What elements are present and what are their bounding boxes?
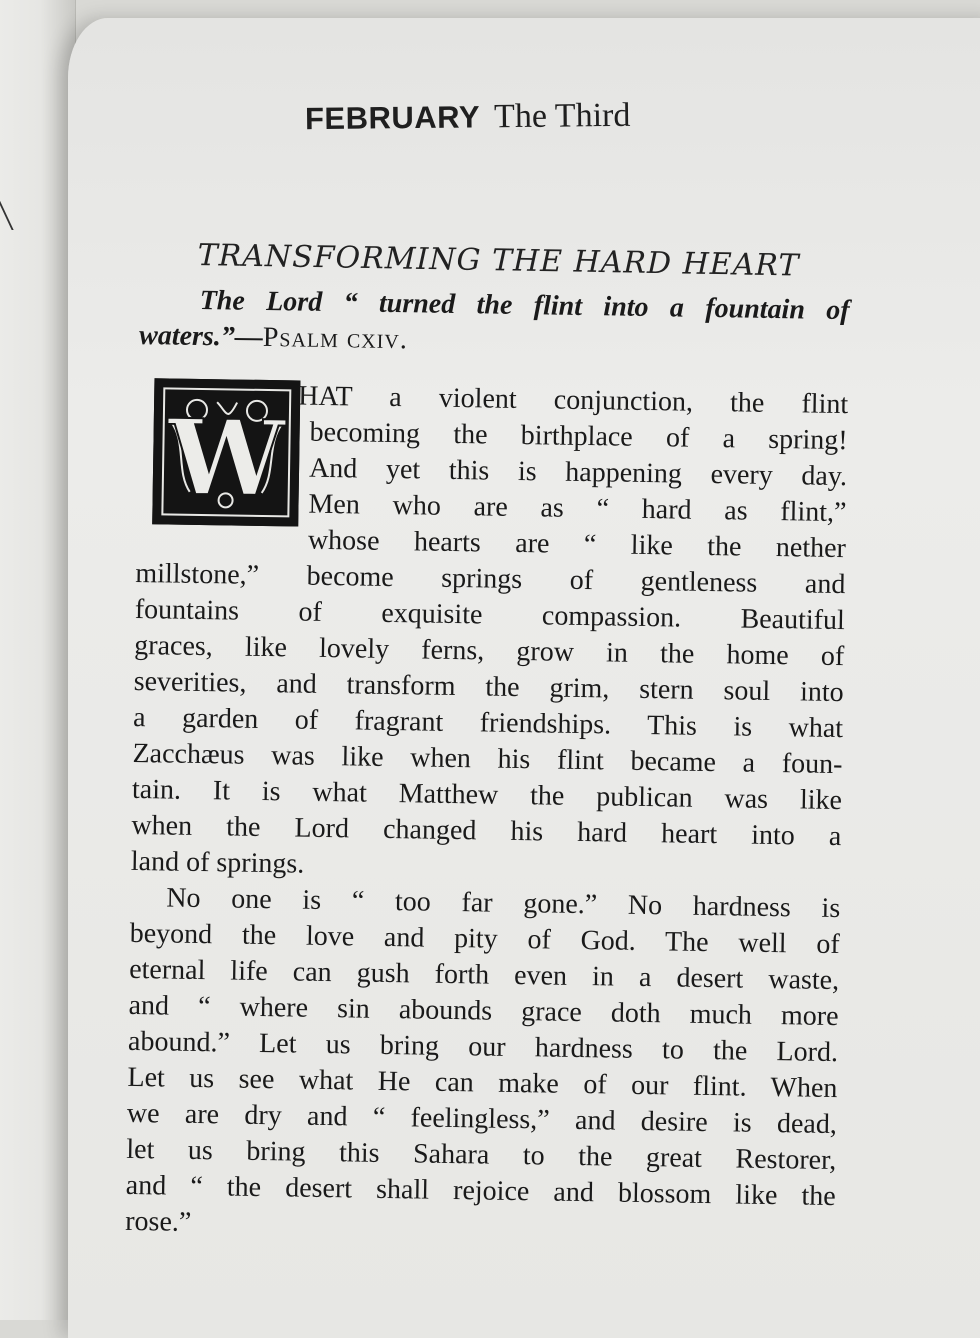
text-line: fountains of exquisite compassion. Beautiful [134, 593, 846, 637]
text-line: Zacchæus was like when his flint became a foun- [132, 737, 843, 781]
text-line: eternal life can gush forth even in a desert waste, [128, 953, 840, 997]
devotional-text [124, 282, 850, 1238]
page-header [305, 96, 725, 138]
text-line: and “ the desert shall rejoice and blossom like the [125, 1169, 836, 1213]
header-day: The Third [493, 96, 631, 136]
drop-cap-letter: W [166, 395, 286, 521]
text-line: abound.” Let us bring our hardness to the Lord. [127, 1025, 839, 1069]
text-line: a garden of fragrant friendships. This is what [132, 701, 844, 745]
text-line: beyond the love and pity of God. The well of [129, 917, 840, 961]
left-page-edge [0, 0, 76, 1320]
epigraph-line-1: The Lord “ turned the flint into a fountain of [199, 284, 850, 327]
text-line: we are dry and “ feelingless,” and desire is dead, [126, 1097, 838, 1141]
text-line: let us bring this Sahara to the great Restorer, [126, 1133, 837, 1177]
text-line: when the Lord changed his hard heart into a [131, 809, 842, 853]
paragraph-1 [125, 376, 848, 1251]
text-line: No one is “ too far gone.” No hardness is [166, 882, 841, 925]
epigraph-text: waters.”— [138, 319, 264, 353]
text-line: graces, like lovely ferns, grow in the home of [134, 629, 845, 673]
page-title: TRANSFORMING THE HARD HEART [197, 238, 800, 284]
text-line: HAT a violent conjunction, the flint [297, 380, 849, 421]
text-line: And yet this is happening every day. [308, 452, 848, 493]
text-line: Men who are as “ hard as flint,” [308, 488, 847, 529]
text-line: millstone,” become springs of gentleness and [135, 557, 846, 601]
text-line: severities, and transform the grim, stern soul into [133, 665, 844, 709]
text-line: tain. It is what Matthew the publican was like [131, 773, 843, 817]
text-line: becoming the birthplace of a spring! [309, 416, 848, 457]
text-line: whose hearts are “ like the nether [307, 524, 847, 565]
text-line: Let us see what He can make of our flint. When [127, 1061, 838, 1105]
text-line: land of springs. [130, 845, 305, 880]
left-page-mark [0, 180, 26, 230]
text-line: rose.” [124, 1205, 192, 1238]
text-line: and “ where sin abounds grace doth much more [128, 989, 839, 1033]
epigraph-reference: Psalm cxiv. [262, 321, 409, 356]
header-month: FEBRUARY [304, 99, 481, 137]
